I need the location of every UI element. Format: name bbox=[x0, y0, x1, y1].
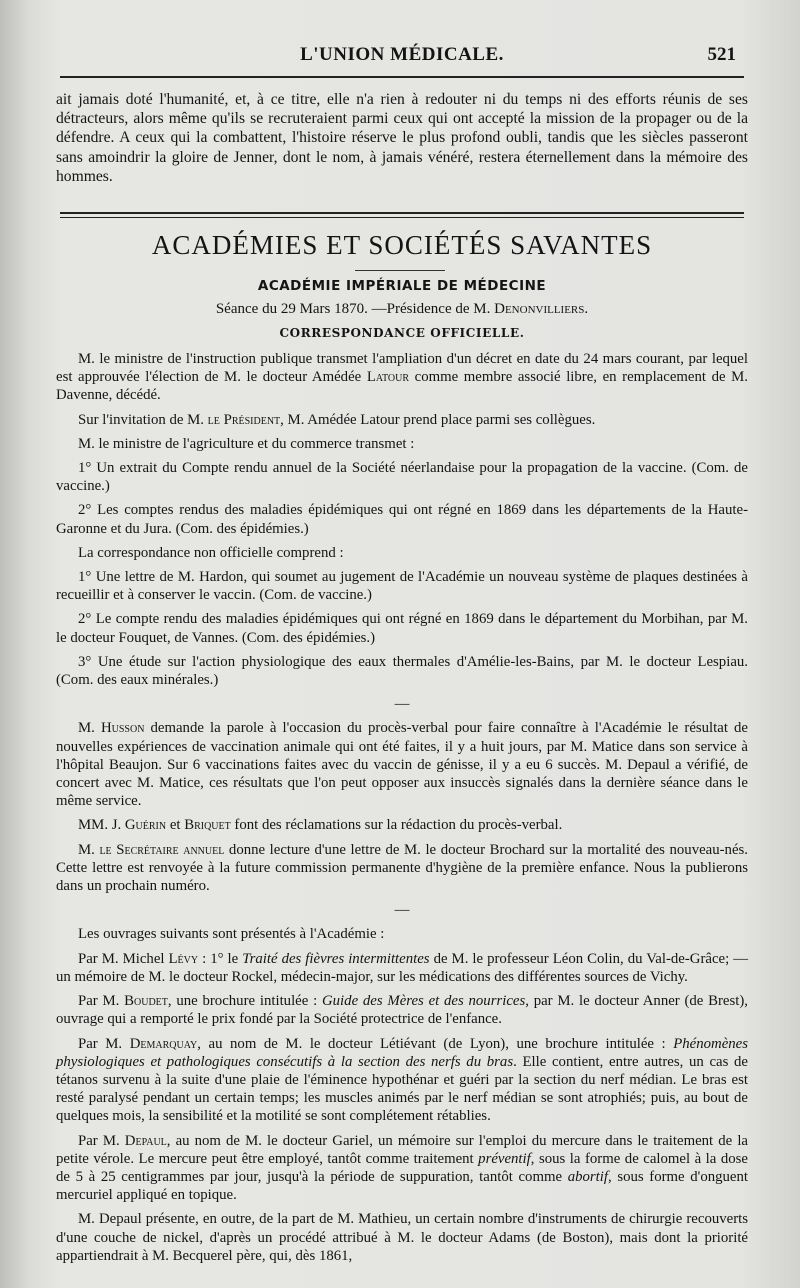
paragraph: M. le ministre de l'agriculture et du commerce transmet : bbox=[78, 435, 415, 452]
seance-line bbox=[60, 301, 744, 318]
page-header bbox=[62, 44, 742, 74]
title-underline bbox=[355, 270, 445, 271]
paragraph: Par M. Boudet, une brochure intitulée : Guide des Mères et des nourrices, par M. le docteur Anner (de Brest), ouvrage qui a remporté le prix fondé par la Société protectrice de l'enfance. bbox=[56, 993, 749, 1028]
header-rule bbox=[60, 76, 744, 78]
paragraph: M. Husson demande la parole à l'occasion du procès-verbal pour faire connaître à l'Académie le résultat de nouvelles expériences de vaccination animale qui ont été faites, il y a huit jours, par M. Matice dans son service à l'hôpital Beaujon. Sur 6 vaccinations faites avec du vaccin de génisse, il y a eu 6 succès. M. Depaul a vérifié, de concert avec M. Matice, ces résultats que l'on peut opposer aux insuccès signalés dans la dernière séance dans le même service. bbox=[56, 720, 748, 810]
seance-prefix: Séance du 29 Mars 1870. —Présidence de M. bbox=[215, 301, 495, 317]
paragraph: Par M. Depaul, au nom de M. le docteur Gariel, un mémoire sur l'emploi du mercure dans le traitement de la petite vérole. Le mercure peut être employé, tantôt comme traitement préventif, sous la forme de calomel à la dose de 5 à 25 centigrammes par jour, jusqu'à la période de suppuration, tantôt comme abortif, sous forme d'onguent mercuriel appliqué en topique. bbox=[56, 1132, 749, 1204]
paragraph: 1° Un extrait du Compte rendu annuel de la Société néerlandaise pour la propagation de la vaccine. (Com. de vaccine.) bbox=[56, 460, 748, 495]
intro-paragraph: ait jamais doté l'humanité, et, à ce titre, elle n'a rien à redouter ni du temps ni des efforts réunis de ses détracteurs, alors même qu'ils se recruteraient parmi ceux qui ont accepté la mission de la propager ou de la défendre. A ceux qui la combattent, l'histoire réserve le plus profond oubli, tandis que les siècles passeront sans amoindrir la gloire de Jenner, dont le nom, à jamais vénéré, restera éternellement dans la mémoire des hommes. bbox=[56, 91, 748, 185]
page-number: 521 bbox=[707, 44, 736, 65]
subheading: CORRESPONDANCE OFFICIELLE. bbox=[279, 326, 525, 340]
paragraph: MM. J. Guérin et Briquet font des réclamations sur la rédaction du procès-verbal. bbox=[78, 817, 563, 834]
section-rule-top bbox=[60, 212, 744, 214]
main-text-block bbox=[56, 350, 748, 1271]
intro-text-block bbox=[56, 90, 748, 192]
paragraph: Par M. Michel Lévy : 1° le Traité des fièvres intermittentes de M. le professeur Léon Colin, du Val-de-Grâce; — un mémoire de M. le docteur Rockel, médecin-major, sur les médications des différentes sources de Vichy. bbox=[56, 950, 749, 985]
paragraph: M. Depaul présente, en outre, de la part de M. Mathieu, un certain nombre d'instruments de chirurgie recouverts d'une couche de nickel, d'après un procédé attribué à M. le docteur Adams (de Boston), mais dont la priorité appartiendrait à M. Becquerel père, qui, dès 1861, bbox=[56, 1211, 748, 1264]
separator-dash: — bbox=[394, 902, 410, 919]
paragraph: La correspondance non officielle comprend : bbox=[78, 544, 344, 561]
seance-president: Denonvilliers. bbox=[494, 301, 589, 317]
paragraph: M. le ministre de l'instruction publique transmet l'ampliation d'un décret en date du 24 mars courant, par lequel est approuvée l'élection de M. le docteur Amédée Latour comme membre associé libre, en remplacement de M. Davenne, décédé. bbox=[56, 351, 748, 404]
paragraph: 1° Une lettre de M. Hardon, qui soumet au jugement de l'Académie un nouveau système de plaques destinées à recueillir et à conserver le vaccin. (Com. de vaccine.) bbox=[56, 569, 748, 604]
separator-dash: — bbox=[394, 696, 410, 713]
paragraph: 2° Le compte rendu des maladies épidémiques qui ont régné en 1869 dans le département du Morbihan, par M. le docteur Fouquet, de Vannes. (Com. des épidémies.) bbox=[56, 611, 748, 646]
running-title: L'UNION MÉDICALE. bbox=[300, 44, 504, 65]
section-title: ACADÉMIES ET SOCIÉTÉS SAVANTES bbox=[151, 230, 653, 260]
paragraph: M. le Secrétaire annuel donne lecture d'une lettre de M. le docteur Brochard sur la mortalité des nouveau-nés. Cette lettre est renvoyée à la future commission permanente d'hygiène de la première enfance. Nous la publierons dans un prochain numéro. bbox=[56, 841, 748, 895]
academy-heading: ACADÉMIE IMPÉRIALE DE MÉDECINE bbox=[257, 278, 547, 294]
paragraph: Les ouvrages suivants sont présentés à l'Académie : bbox=[78, 926, 385, 943]
paragraph: Sur l'invitation de M. le Président, M. Amédée Latour prend place parmi ses collègues. bbox=[78, 411, 596, 428]
paragraph: 3° Une étude sur l'action physiologique des eaux thermales d'Amélie-les-Bains, par M. le docteur Lespiau. (Com. des eaux minérales.) bbox=[56, 653, 748, 689]
section-rule-bottom bbox=[60, 217, 744, 218]
paragraph: Par M. Demarquay, au nom de M. le docteur Létiévant (de Lyon), une brochure intitulée : Phénomènes physiologiques et pathologiques consécutifs à la section des nerfs du bras. Elle contient, entre autres, un cas de tétanos survenu à la suite d'une plaie de l'éminence hypothénar et guéri par la section du nerf médian. Le bras est resté paralysé pendant un certain temps; les muscles animés par le nerf médian se sont atrophiés; puis, au bout de quelques mois, la sensibilité et la motilité se sont complétement rétablies. bbox=[56, 1035, 748, 1125]
paragraph: 2° Les comptes rendus des maladies épidémiques qui ont régné en 1869 dans les départements de la Haute-Garonne et du Jura. (Com. des épidémies.) bbox=[56, 502, 748, 537]
